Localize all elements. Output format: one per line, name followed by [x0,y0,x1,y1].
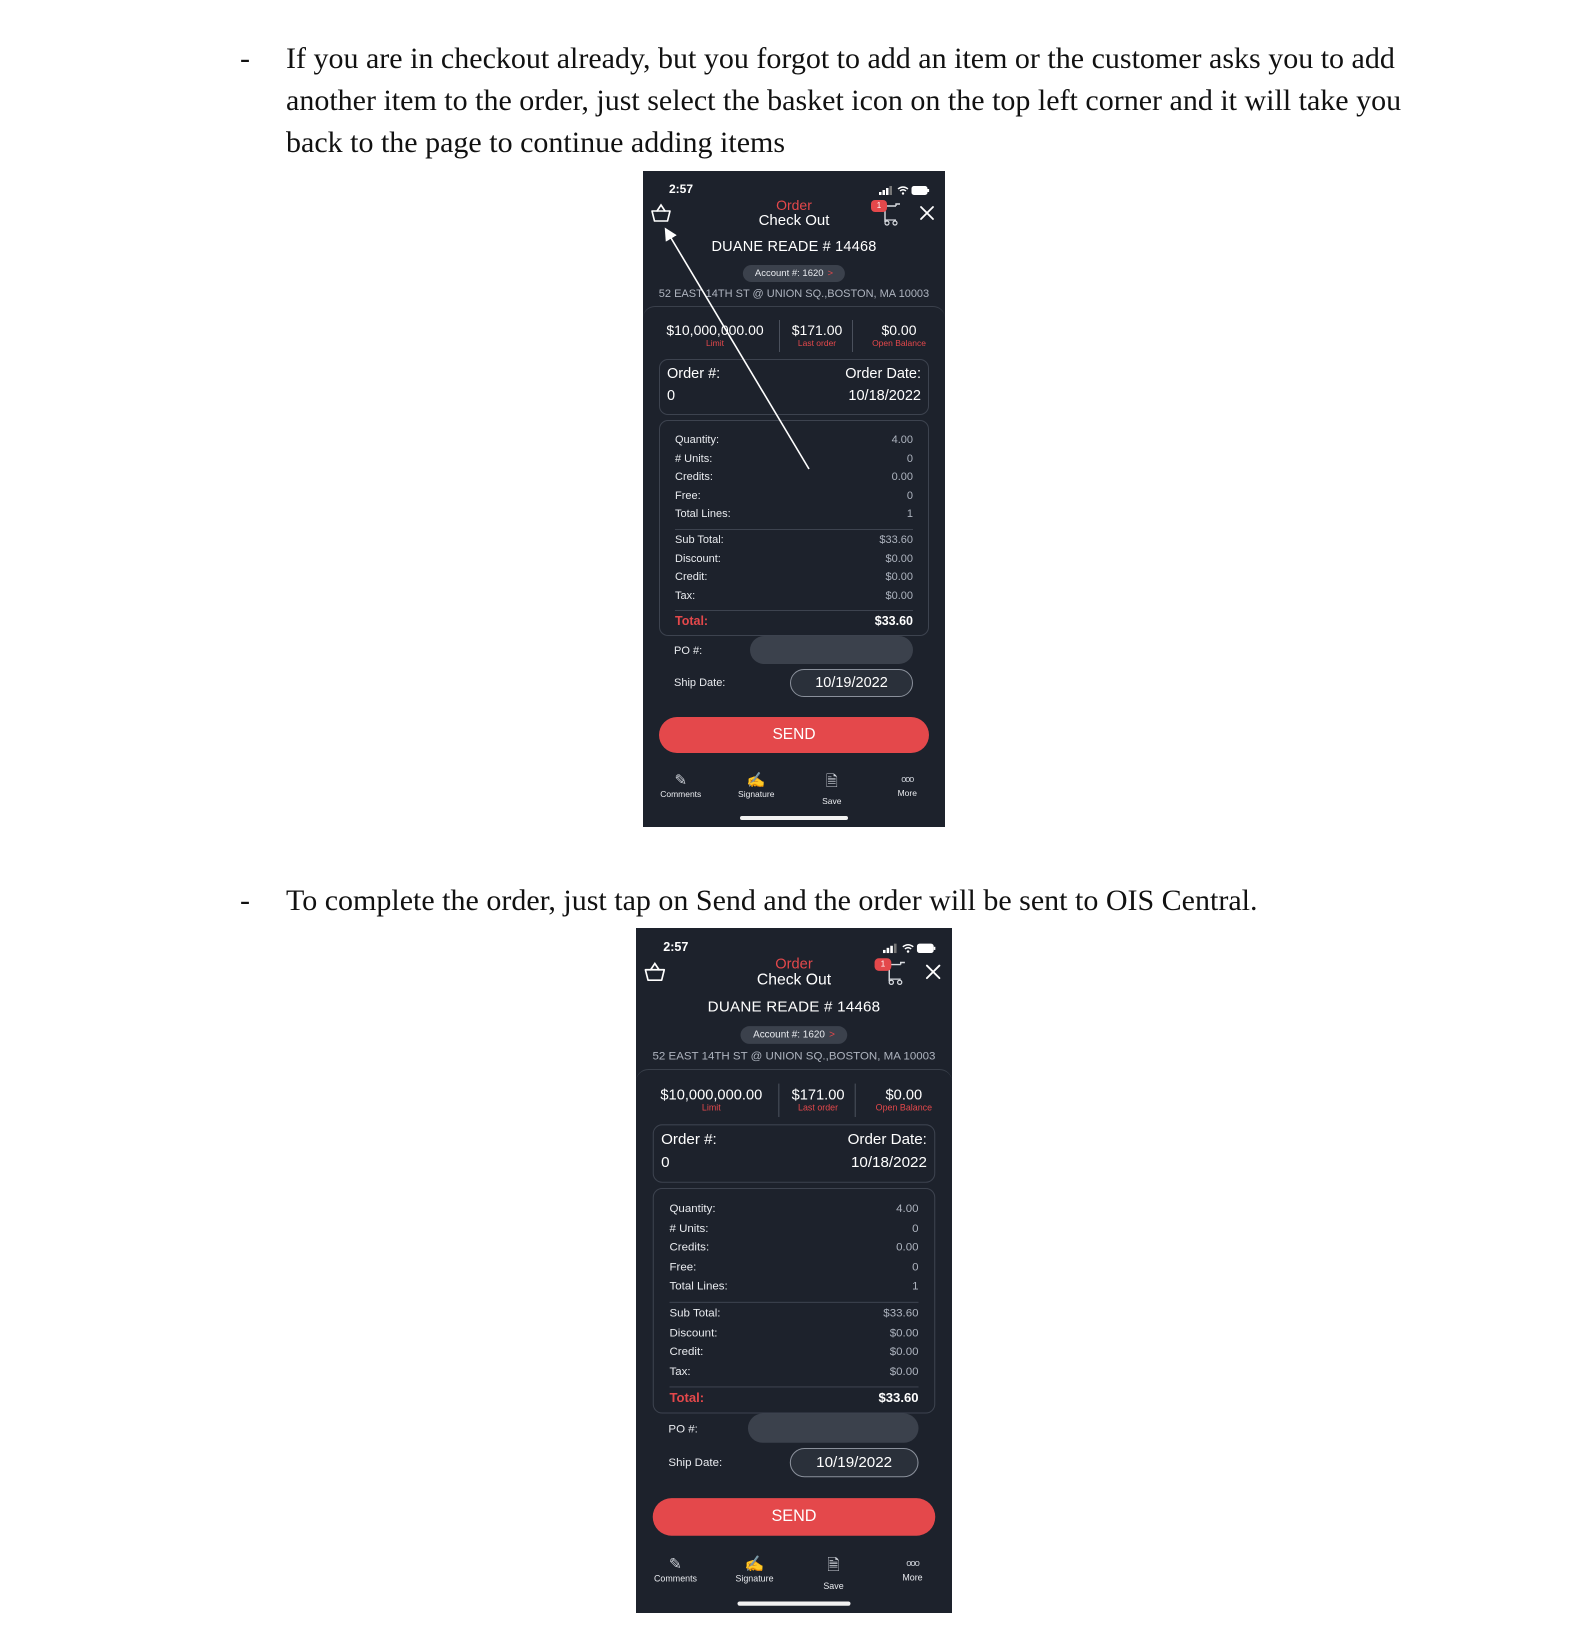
summary-value: 4.00 [896,1202,919,1216]
tab-label: More [902,1572,923,1583]
account-pill[interactable] [741,1026,848,1044]
summary-value: $33.60 [883,1307,919,1320]
tab-label: Save [822,796,842,806]
total-value: $33.60 [878,1390,919,1406]
summary-label: Sub Total: [669,1307,721,1320]
stat-limit [655,1086,768,1113]
order-number-value: 0 [667,388,676,404]
stat-value: $10,000,000.00 [666,322,764,338]
summary-row [669,1365,918,1384]
order-number-label: Order #: [667,366,721,382]
summary-top-rows [669,1203,918,1300]
phone-screenshot-send [636,928,952,1613]
summary-row [669,1261,918,1280]
instruction-text: To complete the order, just tap on Send and the order will be sent to OIS Central. [286,884,1258,917]
summary-value: 0.00 [896,1241,919,1254]
summary-row [669,1241,918,1260]
cart-count-badge: 1 [875,958,892,971]
stat-label: Limit [701,1102,721,1113]
close-button[interactable] [925,964,942,986]
stat-divider [855,1084,856,1117]
signature-icon: ✍ [746,772,766,789]
stat-label: Last order [798,1102,839,1113]
ship-date-picker[interactable]: 10/19/2022 [790,669,913,697]
summary-label: Credit: [669,1345,704,1359]
summary-label: Discount: [669,1326,718,1339]
chevron-right-icon: > [827,268,834,279]
cart-button[interactable] [879,958,910,990]
cart-count-badge: 1 [871,200,887,212]
account-number: Account #: 1620 [754,268,824,279]
summary-label: Sub Total: [675,534,724,546]
header-title-checkout: Check Out [756,970,832,989]
order-number-label: Order #: [661,1131,717,1149]
more-icon: ooo [906,1557,919,1569]
summary-bottom-rows [669,1307,918,1384]
summary-value: $0.00 [885,589,913,602]
stat-value: $0.00 [881,322,917,338]
instruction-text: If you are in checkout already, but you forgot to add an item or the customer asks you to add another item to the order, just select the basket icon on the top left corner and it will take you back to the page to continue adding items [286,42,1402,159]
po-number-input[interactable] [748,1414,919,1443]
summary-label: Discount: [675,552,721,565]
close-icon [925,964,942,981]
summary-value: $33.60 [879,534,913,546]
tab-comments[interactable] [636,1555,715,1584]
store-name: DUANE READE # 14468 [711,239,877,255]
summary-value: $0.00 [885,552,913,565]
save-icon: 🗎 [825,773,838,790]
summary-value: 0 [906,452,913,465]
tab-signature[interactable] [715,1555,794,1584]
summary-label: # Units: [675,452,713,465]
summary-row [669,1307,918,1326]
summary-label: Credit: [675,571,708,583]
summary-label: Credits: [669,1241,710,1254]
arrow-line [668,233,809,469]
summary-value: 4.00 [891,434,913,446]
bottom-tab-bar [636,1555,952,1597]
order-info-card [653,1124,936,1182]
stat-value: $10,000,000.00 [660,1085,763,1103]
chevron-right-icon: > [829,1029,835,1041]
account-number: Account #: 1620 [753,1029,825,1041]
order-date-value: 10/18/2022 [848,388,921,404]
home-indicator [737,1602,851,1606]
summary-value: 0.00 [891,471,913,483]
summary-label: Tax: [669,1365,691,1378]
summary-value: $0.00 [889,1345,919,1359]
summary-divider [669,1302,918,1303]
summary-value: 1 [906,508,913,520]
stat-value: $171.00 [791,1085,845,1103]
stat-value: $0.00 [885,1085,923,1103]
ship-date-label: Ship Date: [674,677,726,689]
bullet-dash: - [240,884,250,917]
store-name: DUANE READE # 14468 [707,999,881,1016]
summary-label: Quantity: [675,434,720,446]
summary-value: 0 [912,1221,919,1235]
send-button[interactable]: SEND [659,717,929,753]
pencil-icon: ✎ [668,1555,683,1574]
annotation-arrow [643,171,945,827]
stat-label: Last order [797,338,837,348]
order-summary-card [653,1188,936,1414]
total-label: Total: [675,614,709,628]
order-date-label: Order Date: [845,366,921,382]
summary-value: 1 [912,1279,919,1293]
po-label: PO #: [674,645,703,657]
summary-value: 0 [906,489,913,502]
total-value: $33.60 [874,614,913,628]
summary-row [669,1326,918,1345]
summary-label: Free: [669,1260,697,1274]
status-time: 2:57 [669,182,694,196]
summary-label: Tax: [675,589,696,602]
tab-more[interactable] [873,1555,952,1583]
tab-label: Signature [735,1573,774,1584]
order-number-value: 0 [661,1154,670,1172]
ship-date-picker[interactable]: 10/19/2022 [790,1448,919,1477]
send-button[interactable]: SEND [653,1498,936,1536]
tab-label: Signature [738,789,775,799]
stat-label: Open Balance [872,338,926,348]
summary-value: $0.00 [889,1326,919,1339]
header-title-order: Order [775,955,813,972]
summary-value: $0.00 [885,571,913,583]
tab-save[interactable] [794,1555,873,1592]
summary-row [669,1346,918,1365]
order-date-label: Order Date: [847,1131,927,1149]
header-title-order: Order [776,197,812,213]
summary-divider [669,1386,918,1387]
header-title-checkout: Check Out [758,212,830,229]
save-icon: 🗎 [827,1556,840,1575]
store-address: 52 EAST 14TH ST @ UNION SQ.,BOSTON, MA 10003 [658,288,930,300]
bullet-dash: - [240,42,250,75]
status-time: 2:57 [663,939,689,955]
summary-row [669,1222,918,1241]
tab-label: More [897,788,917,798]
stat-open-balance [860,1086,948,1113]
stat-last-order [780,1086,855,1113]
tab-label: Comments [660,789,702,799]
signal-wifi-battery-icon [883,943,937,954]
total-label: Total: [669,1390,705,1406]
summary-label: Free: [675,489,701,502]
summary-value: $0.00 [889,1365,919,1378]
stat-label: Limit [706,338,724,348]
store-address: 52 EAST 14TH ST @ UNION SQ.,BOSTON, MA 10003 [652,1050,936,1063]
tab-label: Save [823,1580,844,1592]
summary-label: Quantity: [669,1202,716,1216]
summary-row [669,1280,918,1299]
summary-label: # Units: [669,1221,709,1235]
summary-label: Credits: [675,471,713,483]
more-icon: ooo [901,774,914,784]
signature-icon: ✍ [744,1555,765,1574]
pencil-icon: ✎ [674,772,688,789]
stat-value: $171.00 [791,322,843,338]
summary-row [669,1203,918,1222]
po-label: PO #: [668,1422,698,1436]
summary-value: 0 [912,1260,919,1274]
stat-label: Open Balance [875,1102,933,1113]
tab-label: Comments [654,1573,697,1584]
ship-date-label: Ship Date: [668,1456,723,1469]
stat-divider [778,1084,779,1117]
summary-label: Total Lines: [675,508,731,520]
summary-label: Total Lines: [669,1279,728,1293]
order-date-value: 10/18/2022 [850,1154,927,1172]
card-top-edge [636,1069,952,1085]
